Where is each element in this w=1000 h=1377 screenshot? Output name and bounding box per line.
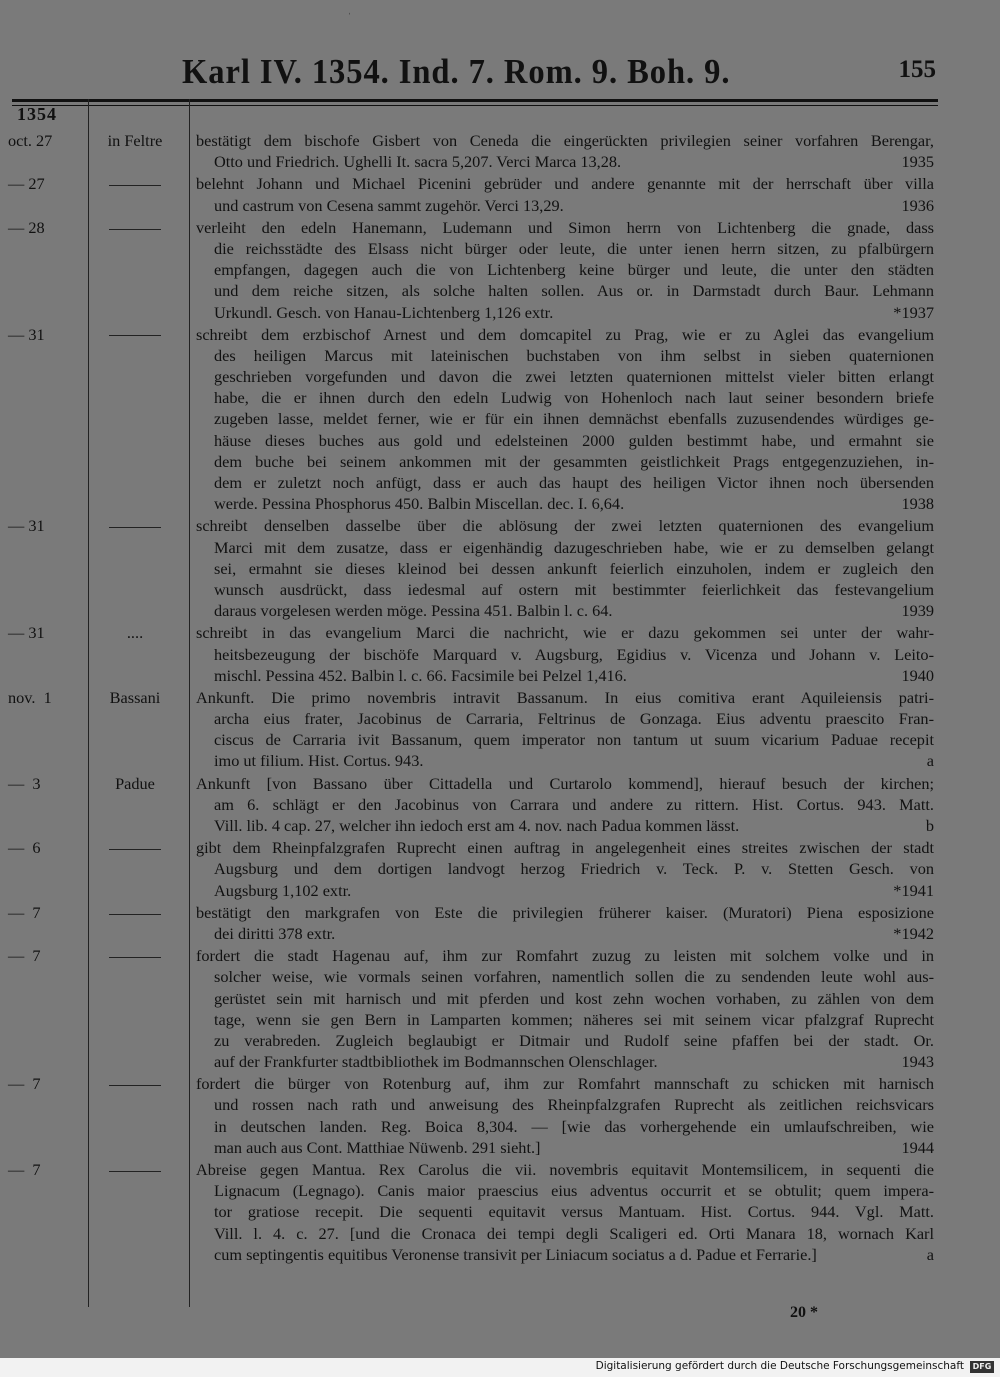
entry-place	[83, 173, 187, 215]
entry-place	[83, 1073, 187, 1158]
ditto-dash	[109, 1085, 161, 1086]
entry-place	[83, 324, 187, 515]
regest-entry	[0, 324, 1000, 515]
line-text: dei diritti 378 extr.	[214, 923, 336, 943]
text-line	[196, 537, 934, 558]
text-line	[196, 151, 934, 172]
regest-entry	[0, 1159, 1000, 1265]
line-text: fordert die stadt Hagenau auf, ihm zur Romfahrt zuzug zu leisten mit solchem volke und in	[196, 946, 934, 966]
text-line	[196, 259, 934, 280]
text-line	[196, 558, 934, 579]
text-line	[196, 1094, 934, 1115]
entry-place: in Feltre	[107, 131, 163, 150]
regest-entry	[0, 687, 1000, 772]
line-text: Ankunft. Die primo novembris intravit Bassanum. In eius comitiva erant Aquileiensis patri-	[196, 687, 934, 707]
line-text: wunsch ausdrückt, dass iedesmal auf ostern mit bestimmter feierlichkeit das festevangelium	[214, 579, 934, 599]
line-text: habe, die er ihnen durch den edeln Ludwig von Hohenloch nach laut seiner besondern briefe	[214, 388, 934, 408]
ditto-dash	[109, 914, 161, 915]
text-line	[196, 708, 934, 729]
text-line	[196, 238, 934, 259]
entry-text	[187, 945, 934, 1072]
regest-entry	[0, 1073, 1000, 1158]
entry-text	[187, 902, 934, 944]
text-line	[196, 815, 934, 836]
ditto-dash	[109, 849, 161, 850]
line-text: zugeben lasse, meldet ferner, wie er für ein ihnen demnächst ebenfalls zuzusendendes würdiges ge-	[214, 409, 934, 429]
entry-date: oct. 27	[8, 131, 53, 150]
regest-number: 1936	[901, 195, 934, 215]
line-text: sei, ermahnt sie dieses kleinod bei dessen ankunft feierlich einzuholen, indem er zugleich den	[214, 558, 934, 578]
line-text: tor gratiose recepit. Die sequenti equitavit versus Mantuam. Hist. Cortus. 944. Vgl. Matt.	[214, 1202, 934, 1222]
entry-date: — 7	[8, 902, 41, 922]
line-text: schreibt dem erzbischof Arnest und dem domcapitel zu Prag, wie er zu Aglei das evangelium	[196, 324, 934, 344]
line-text: daraus vorgelesen werden möge. Pessina 451. Balbin l. c. 64.	[214, 601, 613, 621]
entry-date: — 27	[8, 174, 45, 194]
line-text: fordert die bürger von Rotenburg auf, ihm zur Romfahrt mannschaft zu schicken mit harnisch	[196, 1074, 934, 1094]
line-text: geschrieben vorgefunden und davon die zwei letzten quaternionen mittelst vieler bitten erlangt	[214, 367, 934, 387]
text-line	[196, 1137, 934, 1158]
regest-number: *1937	[893, 302, 934, 322]
line-text: gerüstet sein mit harnisch und mit pferden und kost zehn wochen vorhaben, zu zählen von dem	[214, 988, 934, 1008]
entry-date: — 3	[8, 773, 41, 793]
entry-date: — 6	[8, 838, 41, 858]
text-line	[196, 1009, 934, 1030]
line-text: am 6. schlägt er den Jacobinus von Carrara und andere zu rittern. Hist. Cortus. 943. Matt.	[214, 794, 934, 814]
entry-date: — 31	[8, 516, 45, 536]
line-text: solcher weise, wie vormals seinen vorfahren, namentlich sollen die zu sendenden leute wohl aus-	[214, 967, 934, 987]
entry-date: — 31	[8, 623, 45, 643]
text-line	[196, 1159, 934, 1180]
regest-entry	[0, 173, 1000, 215]
text-line	[196, 493, 934, 514]
entry-text	[187, 324, 934, 515]
header-rule-thin	[12, 105, 938, 106]
regest-entry	[0, 773, 1000, 837]
text-line	[196, 430, 934, 451]
regest-number: 1940	[901, 665, 934, 685]
entry-place: ....	[126, 623, 144, 643]
entry-text	[187, 773, 934, 837]
line-text: schreibt denselben dasselbe über die ablösung der zwei letzten quaternionen des evangelium	[196, 516, 934, 536]
entry-place	[83, 217, 187, 323]
text-line	[196, 324, 934, 345]
line-text: empfangen, dagegen auch die von Lichtenberg keine bürger und leute, die unter den städten	[214, 260, 934, 280]
entry-place	[83, 1159, 187, 1265]
text-line	[196, 451, 934, 472]
line-text: die reichsstädte des Elsass nicht bürger oder leute, die unter ienen herrn sitzen, zu pfalbürgern	[214, 238, 934, 258]
ditto-dash	[109, 527, 161, 528]
regest-number: 1935	[901, 152, 934, 172]
regest-number: 1943	[901, 1052, 934, 1072]
line-text: Marci mit dem zusatze, dass er eigenhändig dazugeschrieben habe, wie er zu demselben gelangt	[214, 537, 934, 557]
regest-entry	[0, 902, 1000, 944]
text-line	[196, 988, 934, 1009]
entry-text	[187, 217, 934, 323]
entry-text	[187, 687, 934, 772]
ditto-dash	[109, 335, 161, 336]
entry-text	[187, 622, 934, 686]
regest-entry	[0, 945, 1000, 1072]
line-text: man auch aus Cont. Matthiae Nüwenb. 291 sieht.]	[214, 1137, 541, 1157]
text-line	[196, 729, 934, 750]
text-line	[196, 195, 934, 216]
line-text: des heiligen Marcus mit lateinischen buchstaben von ihm selbst in sieben quaternionen	[214, 345, 934, 365]
text-line	[196, 902, 934, 923]
line-text: Urkundl. Gesch. von Hanau-Lichtenberg 1,126 extr.	[214, 302, 554, 322]
text-line	[196, 130, 934, 151]
entry-place	[83, 945, 187, 1072]
running-title: Karl IV. 1354. Ind. 7. Rom. 9. Boh. 9.	[182, 52, 731, 91]
regest-number: *1942	[893, 923, 934, 943]
text-line	[196, 1244, 934, 1265]
line-text: archa eius frater, Jacobinus de Carraria, Feltrinus de Gonzaga. Eius adventu praescito Fran-	[214, 709, 934, 729]
text-line	[196, 687, 934, 708]
ditto-dash	[109, 1171, 161, 1172]
line-text: Vill. l. 4. c. 27. [und die Cronaca dei tempi degli Scaligeri ed. Orti Manara 18, wornach Karl	[214, 1223, 934, 1243]
regest-number: a	[926, 751, 934, 771]
text-line	[196, 750, 934, 771]
regest-number: 1939	[901, 601, 934, 621]
text-line	[196, 472, 934, 493]
regest-number: 1938	[901, 494, 934, 514]
funding-notice: Digitalisierung gefördert durch die Deutsche Forschungsgemeinschaft	[595, 1360, 964, 1372]
entry-text	[187, 515, 934, 621]
line-text: Ankunft [von Bassano über Cittadella und Curtarolo kommend], hierauf besuch der kirchen;	[196, 773, 934, 793]
header-rule	[12, 99, 938, 102]
text-line	[196, 1030, 934, 1051]
entry-date: nov. 1	[8, 687, 52, 707]
text-line	[196, 515, 934, 536]
line-text: Lignacum (Legnago). Canis maior praescius eius adventus occurrit et se obtulit; quem impera-	[214, 1181, 934, 1201]
line-text: dem er zuletzt noch anfügt, dass er auch das haupt des heiligen Victor ihnen noch übersenden	[214, 473, 934, 492]
line-text: tage, wenn sie gen Bern in Lamparten kommen; näheres sei mit seinem vicar pfalzgraf Ruprecht	[214, 1009, 934, 1029]
regest-number: b	[925, 816, 934, 835]
text-line	[196, 600, 934, 621]
regest-number: a	[926, 1244, 934, 1264]
regest-entry	[0, 217, 1000, 323]
line-text: cum septingentis equitibus Veronense transivit per Liniacum sociatus a d. Padue et Ferrarie.]	[214, 1244, 817, 1264]
line-text: bestätigt den markgrafen von Este die privilegien früherer kaiser. (Muratori) Piena esposizione	[196, 902, 934, 922]
entry-text	[187, 1073, 934, 1158]
line-text: heitsbezeugung der bischöfe Marquard v. Augsburg, Egidius v. Vicenza und Johann v. Leito-	[214, 644, 934, 664]
entry-text	[187, 130, 934, 172]
line-text: bestätigt dem bischofe Gisbert von Ceneda die eingerückten privilegien seiner vorfahren Berengar,	[196, 131, 934, 150]
line-text: in deutschen landen. Reg. Boica 8,304. — [wie das vorhergehende ein umlaufschreiben, wie	[214, 1116, 934, 1136]
text-line	[196, 773, 934, 794]
text-line	[196, 217, 934, 238]
entry-place: Padue	[115, 773, 155, 793]
text-line	[196, 345, 934, 366]
text-line	[196, 366, 934, 387]
line-text: und castrum von Cesena sammt zugehör. Verci 13,29.	[214, 195, 564, 215]
text-line	[196, 1051, 934, 1072]
regest-entry	[0, 622, 1000, 686]
entry-date: — 7	[8, 946, 41, 966]
line-text: häuse dieses buches aus gold und edelsteinen 2000 gulden bestimmt habe, und ermahnt sie	[214, 430, 934, 450]
text-line	[196, 945, 934, 966]
page-number: 155	[898, 56, 936, 83]
entry-place	[83, 837, 187, 901]
text-line	[196, 1073, 934, 1094]
entry-date: — 7	[8, 1074, 41, 1094]
text-line	[196, 858, 934, 879]
line-text: Otto und Friedrich. Ughelli It. sacra 5,207. Verci Marca 13,28.	[214, 152, 622, 172]
regest-entry	[0, 515, 1000, 621]
regesta-table	[0, 130, 1000, 1266]
entry-place: Bassani	[109, 687, 161, 707]
text-line	[196, 880, 934, 901]
year-label: 1354	[17, 104, 57, 124]
regest-number: 1944	[901, 1137, 934, 1157]
text-line	[196, 794, 934, 815]
entry-date: — 28	[8, 217, 45, 237]
entry-text	[187, 837, 934, 901]
line-text: belehnt Johann und Michael Picenini gebrüder und andere genannte mit der herrschaft über villa	[196, 174, 934, 194]
entry-text	[187, 173, 934, 215]
line-text: Abreise gegen Mantua. Rex Carolus die vii. novembris equitavit Montemsilicem, in sequenti die	[196, 1160, 934, 1179]
line-text: verleiht den edeln Hanemann, Ludemann und Simon herrn von Lichtenberg die gnade, dass	[196, 217, 934, 237]
regest-number: *1941	[893, 880, 934, 900]
text-line	[196, 1201, 934, 1222]
entry-date: — 7	[8, 1160, 41, 1179]
page-header	[0, 52, 1000, 92]
text-line	[196, 280, 934, 301]
text-line	[196, 579, 934, 600]
text-line	[196, 387, 934, 408]
line-text: dem buche bei seinem ankommen mit der gesammten geistlichkeit Prags entgegenzuziehen, in-	[214, 451, 934, 471]
text-line	[196, 1180, 934, 1201]
line-text: und dem reiche sitzen, als solche halten sollen. Aus or. in Darmstadt durch Baur. Lehmann	[214, 281, 934, 301]
signature-mark: 20 *	[790, 1304, 818, 1321]
ditto-dash	[109, 185, 161, 186]
text-line	[196, 837, 934, 858]
ditto-dash	[109, 229, 161, 230]
line-text: ciscus de Carraria ivit Bassanum, quem imperator non tantum ut suum vicarium Paduae recepit	[214, 730, 934, 750]
regest-entry	[0, 837, 1000, 901]
entry-text	[187, 1159, 934, 1265]
line-text: zu verabreden. Zugleich beglaubigt er Ditmair und Rudolf seine pfaffen bei der stadt. Or.	[214, 1030, 934, 1050]
line-text: schreibt in das evangelium Marci die nachricht, wie er dazu gekommen sei unter der wahr-	[196, 623, 934, 643]
text-line	[196, 665, 934, 686]
line-text: imo ut filium. Hist. Cortus. 943.	[214, 751, 424, 771]
text-line	[196, 644, 934, 665]
text-line	[196, 408, 934, 429]
text-line	[196, 622, 934, 643]
line-text: gibt dem Rheinpfalzgrafen Ruprecht einen auftrag in angelegenheit eines streites zwischen der stadt	[196, 838, 934, 858]
ditto-dash	[109, 957, 161, 958]
text-line	[196, 923, 934, 944]
entry-place	[83, 902, 187, 944]
line-text: auf der Frankfurter stadtbibliothek im Bodmannschen Olenschlager.	[214, 1052, 658, 1072]
text-line	[196, 966, 934, 987]
text-line	[196, 1116, 934, 1137]
regest-entry	[0, 130, 1000, 172]
line-text: Augsburg 1,102 extr.	[214, 880, 352, 900]
entry-place	[83, 515, 187, 621]
entry-date: — 31	[8, 324, 45, 344]
text-line	[196, 302, 934, 323]
line-text: und rossen nach rath und anweisung des Rheinpfalzgrafen Ruprecht als zeitlichen reichsvicars	[214, 1095, 934, 1115]
text-line	[196, 173, 934, 194]
line-text: Augsburg und dem dortigen landvogt herzog Friedrich v. Teck. P. v. Stetten Gesch. von	[214, 859, 934, 879]
line-text: Vill. lib. 4 cap. 27, welcher ihn iedoch erst am 4. nov. nach Padua kommen lässt.	[214, 816, 740, 835]
dfg-logo: DFG	[970, 1361, 994, 1373]
stray-mark: ˈ	[348, 12, 352, 23]
text-line	[196, 1223, 934, 1244]
line-text: werde. Pessina Phosphorus 450. Balbin Miscellan. dec. I. 6,64.	[214, 494, 625, 514]
line-text: mischl. Pessina 452. Balbin l. c. 66. Facsimile bei Pelzel 1,416.	[214, 665, 627, 685]
